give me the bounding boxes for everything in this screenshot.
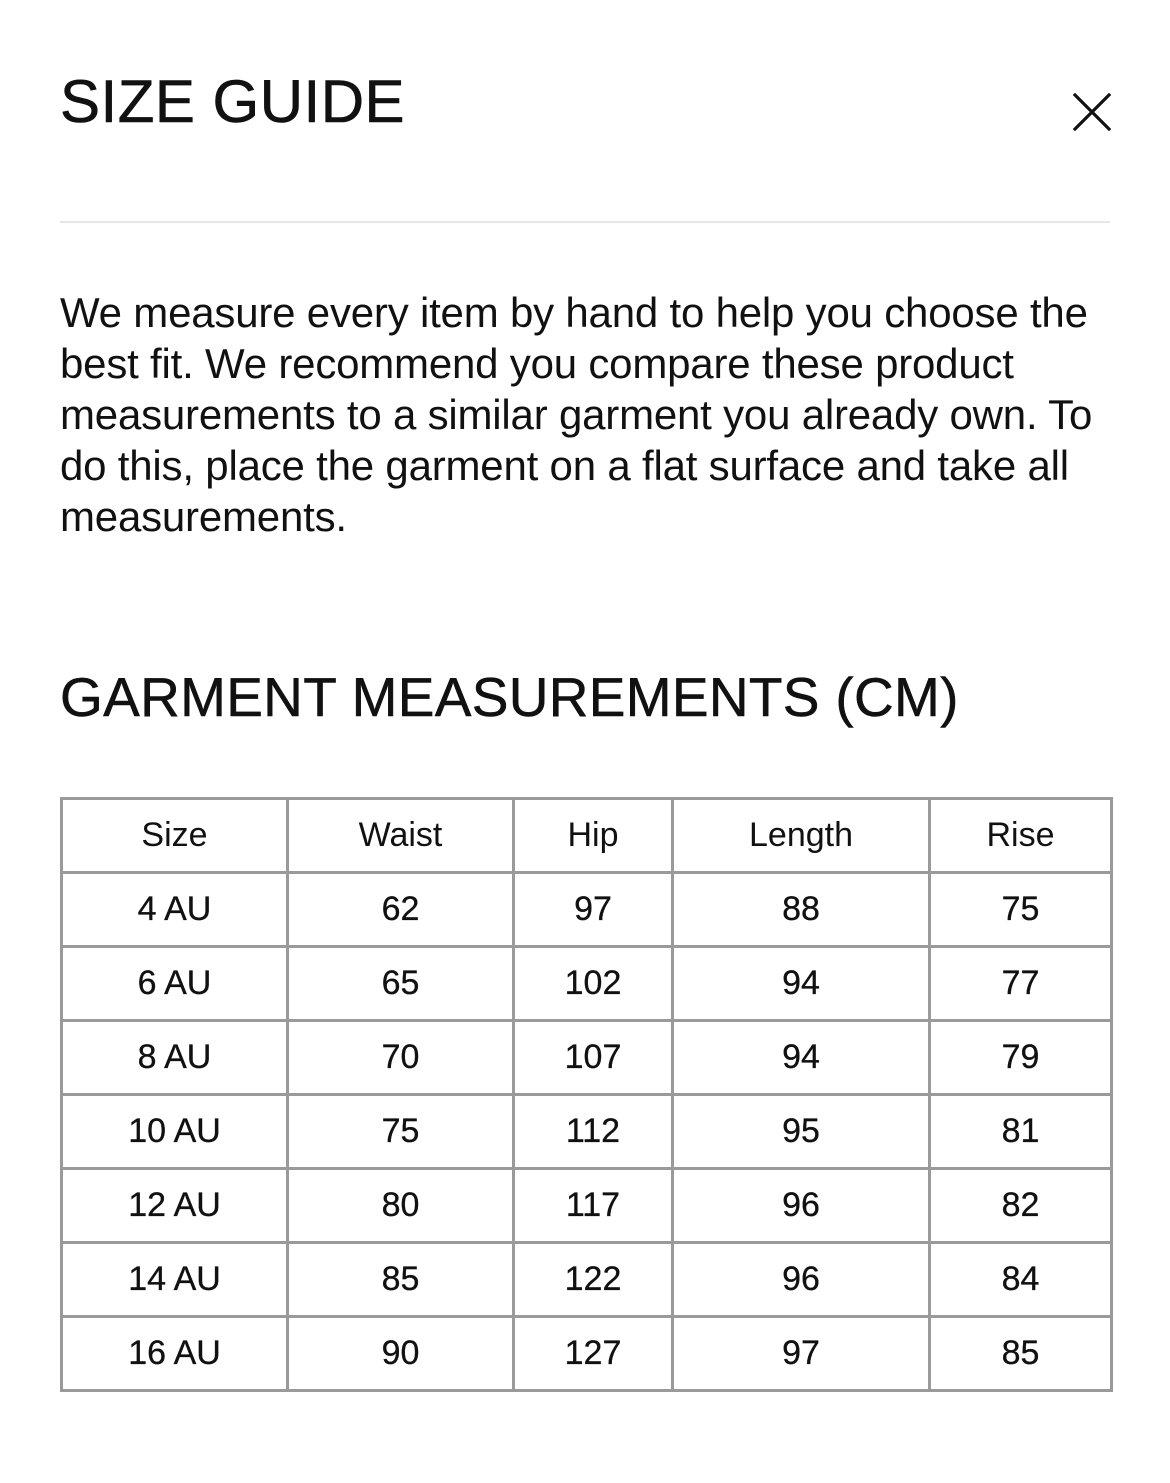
- close-icon: [1073, 93, 1111, 131]
- table-row: [62, 947, 1112, 1021]
- hip-cell: 127: [514, 1317, 673, 1391]
- rise-cell: 82: [930, 1169, 1112, 1243]
- hip-cell: 107: [514, 1021, 673, 1095]
- length-cell: 96: [673, 1169, 930, 1243]
- table-row: [62, 1317, 1112, 1391]
- waist-cell: 80: [288, 1169, 514, 1243]
- waist-cell: 85: [288, 1243, 514, 1317]
- size-cell: 10 AU: [62, 1095, 288, 1169]
- column-header-waist: Waist: [288, 799, 514, 873]
- length-cell: 97: [673, 1317, 930, 1391]
- length-cell: 94: [673, 947, 930, 1021]
- column-header-size: Size: [62, 799, 288, 873]
- rise-cell: 81: [930, 1095, 1112, 1169]
- length-cell: 88: [673, 873, 930, 947]
- waist-cell: 90: [288, 1317, 514, 1391]
- hip-cell: 102: [514, 947, 673, 1021]
- size-cell: 8 AU: [62, 1021, 288, 1095]
- measurements-heading: GARMENT MEASUREMENTS (CM): [60, 666, 959, 728]
- column-header-length: Length: [673, 799, 930, 873]
- header-divider: [60, 221, 1110, 223]
- hip-cell: 112: [514, 1095, 673, 1169]
- rise-cell: 79: [930, 1021, 1112, 1095]
- size-cell: 4 AU: [62, 873, 288, 947]
- rise-cell: 75: [930, 873, 1112, 947]
- waist-cell: 62: [288, 873, 514, 947]
- size-cell: 14 AU: [62, 1243, 288, 1317]
- waist-cell: 65: [288, 947, 514, 1021]
- size-cell: 12 AU: [62, 1169, 288, 1243]
- table-row: [62, 1169, 1112, 1243]
- table-row: [62, 873, 1112, 947]
- column-header-hip: Hip: [514, 799, 673, 873]
- length-cell: 96: [673, 1243, 930, 1317]
- size-cell: 16 AU: [62, 1317, 288, 1391]
- column-header-rise: Rise: [930, 799, 1112, 873]
- table-header-row: [62, 799, 1112, 873]
- length-cell: 94: [673, 1021, 930, 1095]
- size-cell: 6 AU: [62, 947, 288, 1021]
- hip-cell: 122: [514, 1243, 673, 1317]
- waist-cell: 70: [288, 1021, 514, 1095]
- close-button[interactable]: [1066, 86, 1118, 138]
- rise-cell: 84: [930, 1243, 1112, 1317]
- rise-cell: 85: [930, 1317, 1112, 1391]
- table-row: [62, 1021, 1112, 1095]
- page-title: SIZE GUIDE: [60, 68, 406, 135]
- waist-cell: 75: [288, 1095, 514, 1169]
- hip-cell: 117: [514, 1169, 673, 1243]
- measurements-table: [60, 797, 1113, 1392]
- table-row: [62, 1243, 1112, 1317]
- hip-cell: 97: [514, 873, 673, 947]
- table-row: [62, 1095, 1112, 1169]
- intro-text: We measure every item by hand to help you choose the best fit. We recommend you compare these product measurements to a similar garment you already own. To do this, place the garment on a flat surface and take all measurements.: [60, 289, 1093, 540]
- rise-cell: 77: [930, 947, 1112, 1021]
- length-cell: 95: [673, 1095, 930, 1169]
